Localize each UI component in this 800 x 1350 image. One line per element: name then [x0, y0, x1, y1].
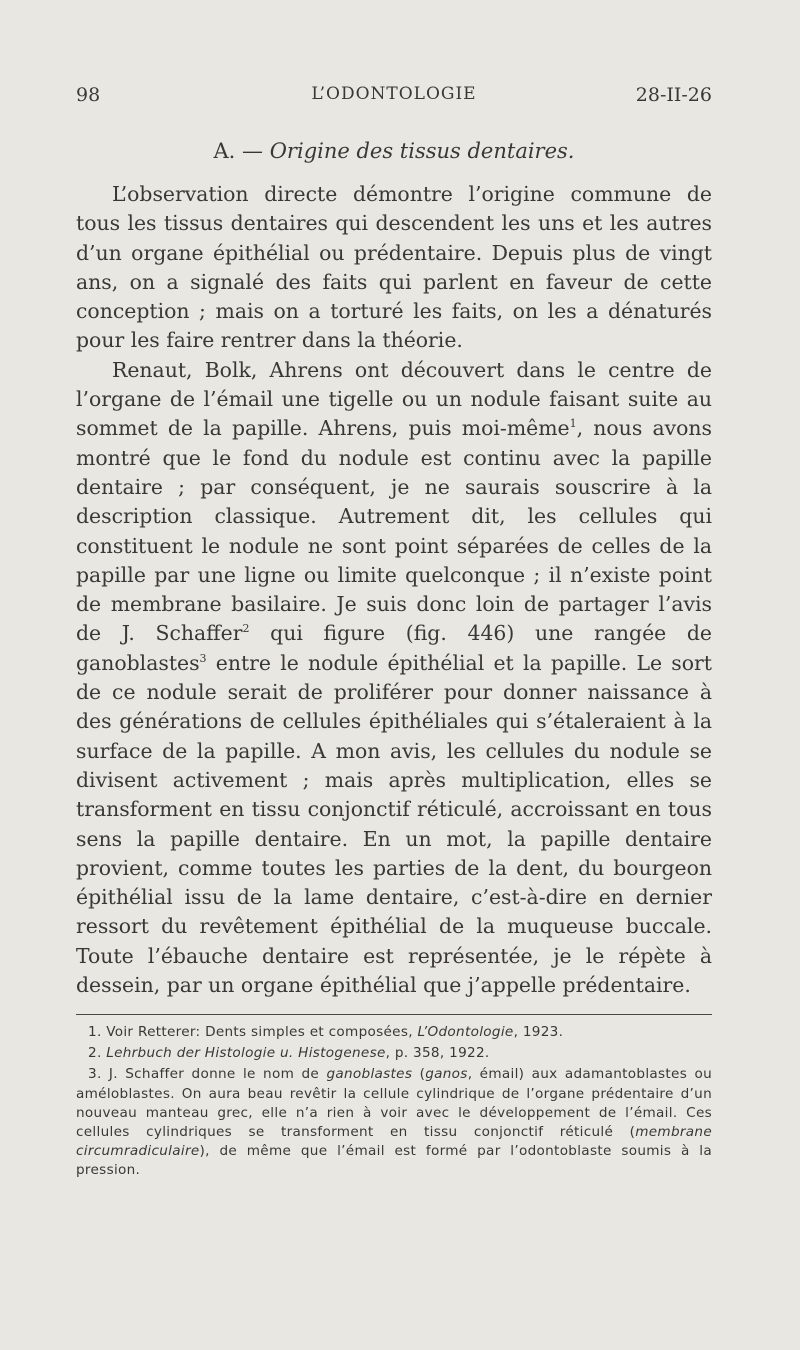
journal-title: L’ODONTOLOGIE	[311, 84, 477, 104]
footnote-italic: membrane circumradiculaire	[76, 1124, 712, 1160]
section-prefix: A. —	[213, 139, 270, 163]
footnote-italic: ganoblastes	[326, 1066, 413, 1083]
paragraph	[76, 356, 712, 1001]
paragraph-text: Renaut, Bolk, Ahrens ont découvert dans le centre de l’organe de l’émail une tigelle ou un nodule faisant suite au sommet de la papille. Ahrens, puis moi-même	[76, 357, 712, 441]
footnote-italic: ganos	[425, 1066, 468, 1083]
footnote-divider	[76, 1014, 712, 1015]
section-title: Origine des tissus dentaires.	[269, 139, 575, 163]
footnote-ref-3: 3	[199, 651, 207, 665]
footnote-text: 3. J. Schaffer donne le nom de	[88, 1066, 327, 1083]
footnote-1	[76, 1023, 712, 1042]
page-number: 98	[76, 84, 101, 106]
paragraph-text: L’observation directe démontre l’origine commune de tous les tissus dentaires qui descendent les uns et les autres d’un organe épithélial ou prédentaire. Depuis plus de vingt ans, on a signalé des faits qui parlent en faveur de cette conception ; mais on a torturé les faits, on les a dénaturés pour les faire rentrer dans la théorie.	[76, 182, 712, 353]
footnote-italic: L’Odontologie	[417, 1024, 514, 1040]
issue-date: 28-II-26	[635, 84, 712, 106]
footnote-text: 1. Voir Retterer: Dents simples et composées,	[88, 1024, 418, 1040]
footnote-ref-1: 1	[569, 417, 577, 431]
paragraph	[76, 180, 712, 356]
footnote-text: , p. 358, 1922.	[385, 1045, 490, 1062]
section-heading	[76, 139, 712, 163]
footnote-text: ), de même que l’émail est formé par l’odontoblaste soumis à la pression.	[76, 1143, 712, 1179]
paragraph-text: , nous avons montré que le fond du nodule est continu avec la papille dentaire ; par conséquent, je ne saurais souscrire à la description classique. Autrement dit, les cellules qui constituent le nodule ne sont point séparées de celles de la papille par une ligne ou limite quelconque ; il n’existe point de membrane basilaire. Je suis donc loin de partager l’avis de J. Schaffer	[76, 416, 713, 646]
paragraph-text: entre le nodule épithélial et la papille. Le sort de ce nodule serait de proliférer pour donner naissance à des générations de cellules épithéliales qui s’étaleraient à la surface de la papille. A mon avis, les cellules du nodule se divisent activement ; mais après multiplication, elles se transforment en tissu conjonctif réticulé, accroissant en tous sens la papille dentaire. En un mot, la papille dentaire provient, comme toutes les parties de la dent, du bourgeon épithélial issu de la lame dentaire, c’est-à-dire en dernier ressort du revêtement épithélial de la muqueuse buccale. Toute l’ébauche dentaire est représentée, je le répète à dessein, par un organe épithélial que j’appelle prédentaire.	[76, 650, 712, 998]
footnote-text: , 1923.	[513, 1024, 564, 1040]
paragraph-text: qui figure (fig. 446) une rangée de ganoblastes	[76, 621, 712, 675]
footnote-italic: Lehrbuch der Histologie u. Histogenese	[106, 1045, 386, 1062]
footnote-ref-2: 2	[242, 622, 250, 636]
body-text	[76, 180, 712, 1000]
footnote-text: , émail) aux adamantoblastes ou améloblastes. On aura beau revêtir la cellule cylindrique de l’organe prédentaire d’un nouveau manteau grec, elle n’a rien à voir avec le développement de l’émail. Ces cellules cylindriques se transforment en tissu conjonctif réticulé (	[76, 1066, 712, 1141]
footnote-3	[76, 1065, 712, 1180]
footnotes	[76, 1023, 712, 1183]
footnote-text: (	[412, 1066, 426, 1083]
running-header	[76, 84, 712, 112]
footnote-2	[76, 1044, 712, 1063]
footnote-text: 2.	[88, 1045, 107, 1062]
